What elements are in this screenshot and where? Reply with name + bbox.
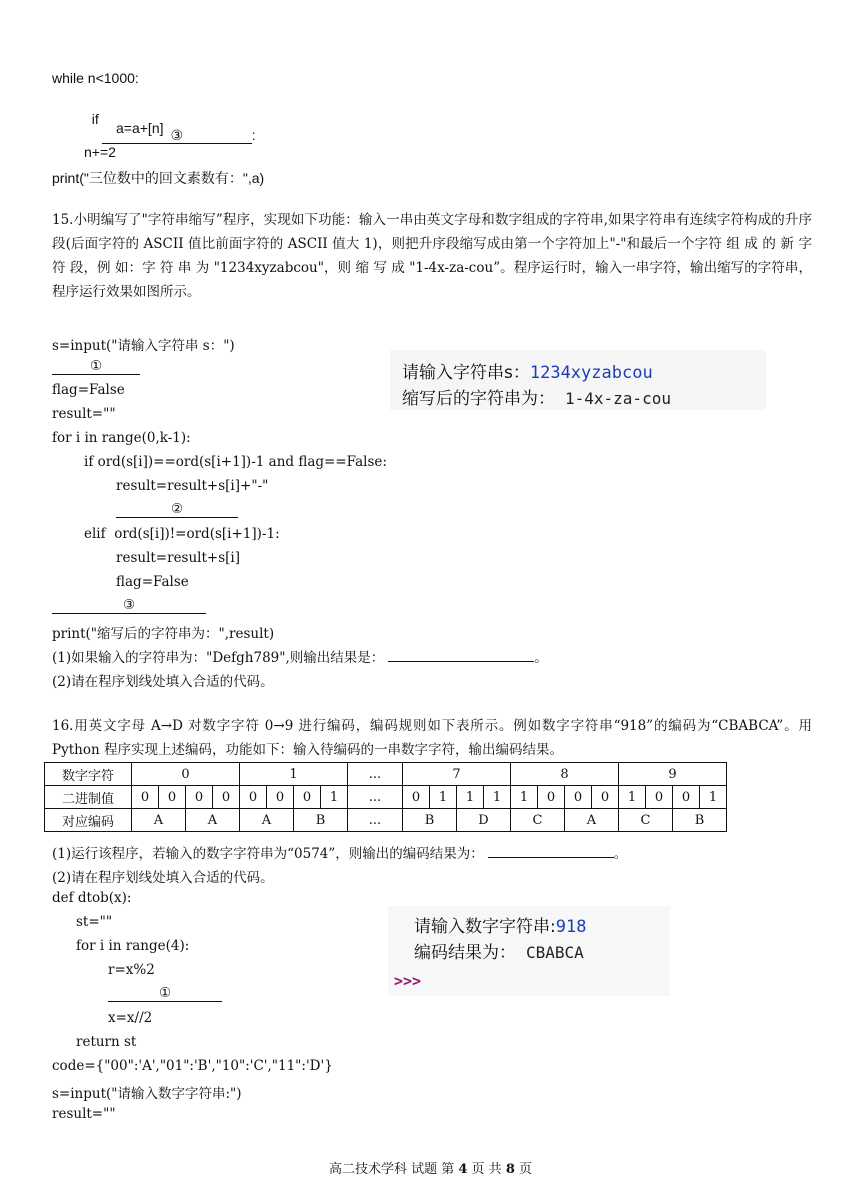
table-cell: 1: [511, 786, 538, 809]
table-cell: 1: [430, 786, 457, 809]
code-line: result=result+s[i]+"-": [116, 478, 269, 494]
code-line: code={"00":'A',"01":'B',"10":'C',"11":'D'}: [52, 1058, 333, 1074]
encoding-table: [44, 762, 727, 832]
table-cell: 1: [700, 786, 727, 809]
console-line: 请输入字符串s：1234xyzabcou: [402, 363, 653, 383]
table-row: [45, 763, 727, 786]
table-cell: 0: [186, 786, 213, 809]
code-line: n+=2: [84, 144, 116, 160]
code-line: result=result+s[i]: [116, 550, 241, 566]
table-cell: 0: [132, 763, 240, 786]
sub-question-2: (2)请在程序划线处填入合适的代码。: [52, 674, 274, 690]
table-cell: 0: [673, 786, 700, 809]
code-line: a=a+[n]: [116, 120, 164, 136]
code-keyword: if: [91, 111, 99, 127]
shell-prompt: >>>: [394, 972, 422, 990]
table-cell: 0: [646, 786, 673, 809]
table-cell: 0: [159, 786, 186, 809]
code-line: [84, 95, 256, 144]
answer-blank-1: ①: [52, 358, 140, 375]
sub-question-1: (1)如果输入的字符串为："Defgh789",则输出结果是： 。: [52, 650, 548, 666]
table-cell: ...: [348, 786, 403, 809]
row-label: 二进制值: [45, 786, 132, 809]
table-cell: B: [294, 809, 348, 832]
table-cell: 0: [213, 786, 240, 809]
answer-blank-3: ③: [102, 127, 252, 144]
code-line: result="": [52, 1106, 116, 1122]
table-cell: 0: [538, 786, 565, 809]
code-line: r=x%2: [108, 962, 155, 978]
page-total: 8: [505, 1162, 515, 1177]
question-16-text: 16.用英文字母 A→D 对数字字符 0→9 进行编码，编码规则如下表所示。例如数字字符串“918”的编码为“CBABCA”。用 Python 程序实现上述编码，功能如下：输入待编码的一串数字字符，输出编码结果。: [52, 718, 812, 758]
table-cell: 0: [592, 786, 619, 809]
code-line: flag=False: [52, 382, 125, 398]
table-cell: 8: [511, 763, 619, 786]
code-line: s=input("请输入数字字符串:"): [52, 1086, 242, 1102]
question-15-text: 15.小明编写了"字符串缩写”程序，实现如下功能：输入一串由英文字母和数字组成的字符串,如果字符串有连续字符构成的升序段(后面字符的 ASCII 值比前面字符的 ASCII 值大 1)，则把升序段缩写成由第一个字符加上"-"和最后一个字符 组 成 的 新 字 符 段，例 如：字 符 串 为 "1234xyzabcou"，则 缩 写 成 "1-4x-za-cou”。程序运行时，输入一串字符，输出缩写的字符串，程序运行效果如图所示。: [52, 212, 812, 300]
answer-blank-2: ②: [116, 501, 238, 518]
table-cell: A: [240, 809, 294, 832]
table-cell: A: [565, 809, 619, 832]
table-cell: C: [619, 809, 673, 832]
table-cell: 0: [403, 786, 430, 809]
page-number: 4: [458, 1162, 468, 1177]
sub-question-2: (2)请在程序划线处填入合适的代码。: [52, 870, 274, 886]
table-cell: 1: [619, 786, 646, 809]
row-label: 数字字符: [45, 763, 132, 786]
answer-blank: [488, 857, 614, 858]
table-cell: 0: [294, 786, 321, 809]
table-cell: 0: [565, 786, 592, 809]
code-line: if ord(s[i])==ord(s[i+1])-1 and flag==False:: [84, 454, 387, 470]
table-row: [45, 786, 727, 809]
sub-question-1: (1)运行该程序，若输入的数字字符串为“0574”，则输出的编码结果为： 。: [52, 846, 628, 862]
code-line: st="": [76, 914, 113, 930]
table-cell: 1: [321, 786, 348, 809]
code-colon: :: [251, 127, 256, 143]
table-cell: 1: [484, 786, 511, 809]
answer-blank-3: ③: [52, 597, 206, 614]
table-cell: C: [511, 809, 565, 832]
table-cell: 9: [619, 763, 727, 786]
table-cell: 7: [403, 763, 511, 786]
table-cell: 1: [240, 763, 348, 786]
table-cell: A: [186, 809, 240, 832]
code-line: for i in range(4):: [76, 938, 190, 954]
row-label: 对应编码: [45, 809, 132, 832]
table-cell: A: [132, 809, 186, 832]
code-line: s=input("请输入字符串 s："): [52, 338, 235, 354]
console-output-panel: [388, 906, 670, 996]
code-line: return st: [76, 1034, 137, 1050]
code-line: flag=False: [116, 574, 189, 590]
table-cell: B: [403, 809, 457, 832]
console-line: 编码结果为： CBABCA: [414, 943, 584, 963]
answer-blank-1: ①: [108, 985, 222, 1002]
table-cell: 0: [240, 786, 267, 809]
table-cell: 0: [267, 786, 294, 809]
table-cell: ...: [348, 763, 403, 786]
code-line: elif ord(s[i])!=ord(s[i+1])-1:: [84, 526, 280, 542]
table-cell: 1: [457, 786, 484, 809]
code-line: while n<1000:: [52, 70, 139, 86]
console-line: 请输入数字字符串:918: [414, 917, 587, 937]
table-cell: D: [457, 809, 511, 832]
console-line: 缩写后的字符串为： 1-4x-za-cou: [402, 389, 671, 409]
code-line: result="": [52, 406, 116, 422]
table-cell: ...: [348, 809, 403, 832]
table-cell: 0: [132, 786, 159, 809]
table-cell: B: [673, 809, 727, 832]
code-line: x=x//2: [108, 1010, 153, 1026]
page-footer: 高二技术学科 试题 第 4 页 共 8 页: [328, 1162, 533, 1177]
code-line: print("缩写后的字符串为：",result): [52, 626, 275, 642]
code-line: def dtob(x):: [52, 890, 132, 906]
console-output-panel: [390, 350, 766, 410]
answer-blank: [388, 661, 534, 662]
code-line: for i in range(0,k-1):: [52, 430, 191, 446]
table-row: [45, 809, 727, 832]
code-line: print("三位数中的回文素数有：",a): [52, 170, 265, 186]
